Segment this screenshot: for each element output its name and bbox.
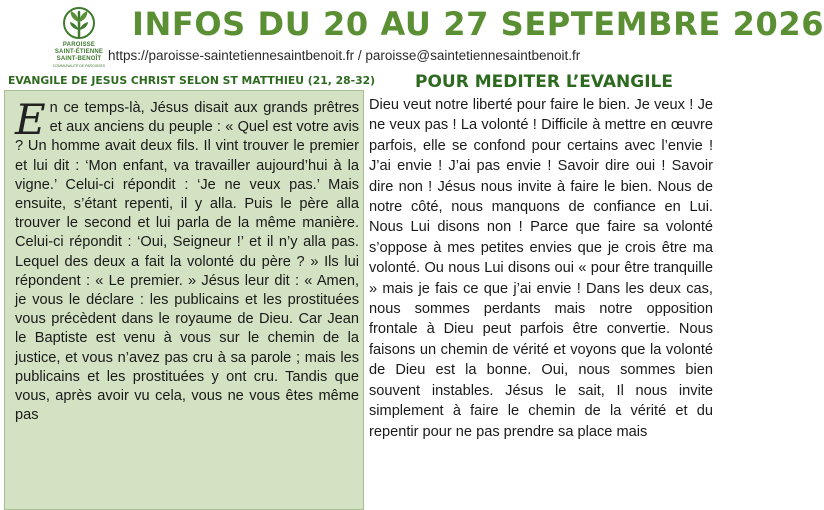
page-title: INFOS DU 20 AU 27 SEPTEMBRE 2026	[132, 5, 824, 43]
gospel-text	[15, 95, 359, 425]
leaf-cross-icon	[62, 6, 96, 40]
logo-line-3: SAINT-BENOÎT	[56, 56, 102, 62]
gospel-box	[4, 90, 364, 510]
parish-logo	[50, 6, 108, 70]
logo-line-2: SAINT-ÉTIENNE	[54, 49, 104, 55]
logo-tagline: COMMUNAUTÉ DE PAROISSES	[52, 64, 106, 68]
gospel-heading: EVANGILE DE JESUS CHRIST SELON ST MATTHIEU (21, 28-32)	[8, 74, 376, 87]
meditation-heading: POUR MEDITER L’EVANGILE	[414, 72, 673, 92]
gospel-body: n ce temps-là, Jésus disait aux grands prêtres et aux anciens du peuple : « Quel est votre avis ? Un homme avait deux fils. Il vint trouver le premier et lui dit : ‘Mon enfant, va travailler aujourd’hui à la vigne.’ Celui-ci répondit : ‘Je ne veux pas.’ Mais ensuite, s’étant repenti, il y alla. Puis le père alla trouver le second et lui parla de la même manière. Celui-ci répondit : ‘Oui, Seigneur !’ et il n’y alla pas. Lequel des deux a fait la volonté du père ? » Ils lui répondent : « Le premier. » Jésus leur dit : « Amen, je vous le déclare : les publicains et les prostituées vous précèdent dans le royaume de Dieu. Car Jean le Baptiste est venu à vous sur le chemin de la justice, et vous n’avez pas cru à sa parole ; mais les publicains et les prostituées y ont cru. Tandis que vous, après avoir vu cela, vous ne vous êtes même pas	[15, 100, 359, 424]
meditation-text: Dieu veut notre liberté pour faire le bien. Je veux ! Je ne veux pas ! La volonté ! Difficile à mettre en œuvre parfois, elle se confond pour certains avec l’envie ! J’ai envie ! J’ai pas envie ! Savoir dire oui ! Savoir dire non ! Jésus nous invite à faire le bien. Nous de notre côté, nous manquons de confiance en Lui. Nous Lui disons non ! Parce que faire sa volonté s’oppose à mes petites envies que je crois être ma volonté. Ou nous Lui disons oui « pour être tranquille » mais je fais ce que j’ai envie ! Dans les deux cas, nous sommes perdants mais notre opposition frontale à Dieu peut parfois être convertie. Nous faisons un chemin de vérité et voyons que la volonté de Dieu est la bonne. Oui, nous sommes bien souvent instables. Jésus le sait, Il nous invite simplement à faire le chemin de la vérité et du repentir pour ne pas prendre sa place mais	[369, 97, 713, 440]
logo-line-1: PAROISSE	[62, 42, 96, 48]
logo-name	[50, 42, 108, 63]
gospel-dropcap: E	[15, 95, 46, 144]
contact-line: https://paroisse-saintetiennesaintbenoit.fr / paroisse@saintetiennesaintbenoit.fr	[108, 48, 581, 63]
